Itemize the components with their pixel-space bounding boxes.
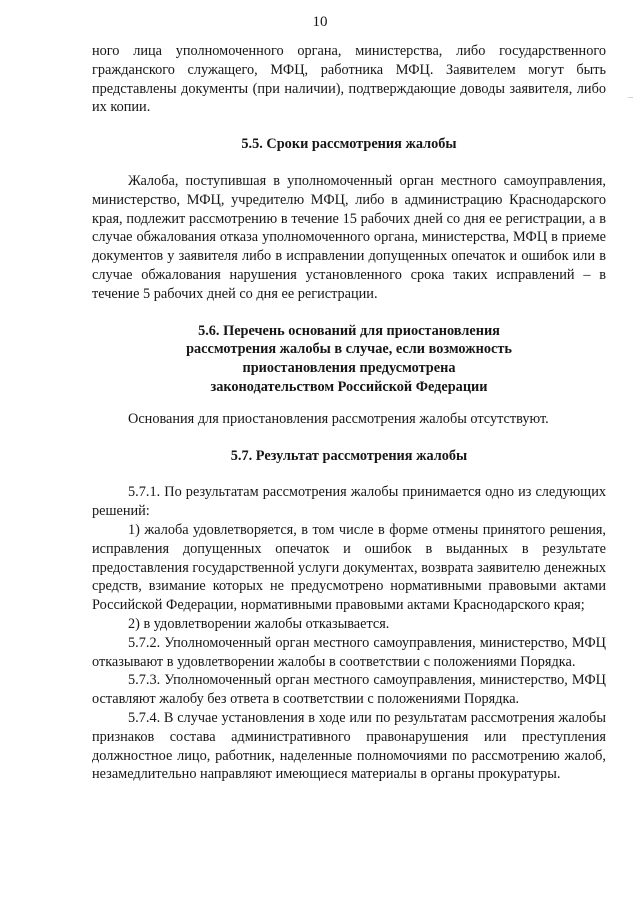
heading-5-5: 5.5. Сроки рассмотрения жалобы xyxy=(241,136,457,153)
paragraph-5-7-1-item-1: 1) жалоба удовлетворяется, в том числе в форме отмены принятого решения, исправления допущенных опечаток и ошибок в выданных в результате предоставления государственной услуги документах, возврата заявителю денежных средств, взимание которых не предусмотрено нормативными правовыми актами Российской Федерации, нормативными правовыми актами Краснодарского края; xyxy=(92,521,606,614)
paragraph-5-7-3: 5.7.3. Уполномоченный орган местного самоуправления, министерство, МФЦ оставляют жалобу без ответа в соответствии с положениями Порядка. xyxy=(92,672,606,708)
paragraph-5-7-1: 5.7.1. По результатам рассмотрения жалобы принимается одно из следующих решений: xyxy=(92,484,606,520)
paragraph-5-6: Основания для приостановления рассмотрения жалобы отсутствуют. xyxy=(128,410,549,427)
paragraph-5-5: Жалоба, поступившая в уполномоченный орган местного самоуправления, министерство, МФЦ, учредителю МФЦ, либо в администрацию Краснодарского края, подлежит рассмотрению в течение 15 рабочих дней со дня ее регистрации, а в случае обжалования отказа уполномоченного органа, министерства, МФЦ в приеме документов у заявителя либо в исправлении допущенных опечаток и ошибок или в случае обжалования нарушения установленного срока таких исправлений – в течение 5 рабочих дней со дня ее регистрации. xyxy=(92,172,606,302)
page-number: 10 xyxy=(312,14,328,30)
paragraph-5-7-1-item-2: 2) в удовлетворении жалобы отказывается. xyxy=(128,615,390,632)
paragraph-5-7-4: 5.7.4. В случае установления в ходе или по результатам рассмотрения жалобы признаков состава административного правонарушения или преступления должностное лицо, работник, наделенные полномочиями по рассмотрению жалоб, незамедлительно направляют имеющиеся материалы в органы прокуратуры. xyxy=(92,709,606,783)
heading-5-6-line-4: законодательством Российской Федерации xyxy=(210,378,488,395)
paragraph-5-7-2: 5.7.2. Уполномоченный орган местного самоуправления, министерство, МФЦ отказывают в удовлетворении жалобы в соответствии с положениями Порядка. xyxy=(92,634,606,670)
edge-dash-mark: – xyxy=(628,92,633,103)
document-body xyxy=(92,42,606,784)
heading-5-7: 5.7. Результат рассмотрения жалобы xyxy=(230,447,468,464)
heading-5-6-line-1: 5.6. Перечень оснований для приостановления xyxy=(198,322,500,339)
heading-5-6-line-3: приостановления предусмотрена xyxy=(242,360,456,377)
heading-5-6-line-2: рассмотрения жалобы в случае, если возможность xyxy=(186,341,512,358)
paragraph-intro: ного лица уполномоченного органа, министерства, либо государственного гражданского служащего, МФЦ, работника МФЦ. Заявителем могут быть представлены документы (при наличии), подтверждающие доводы заявителя, либо их копии. xyxy=(92,43,606,116)
